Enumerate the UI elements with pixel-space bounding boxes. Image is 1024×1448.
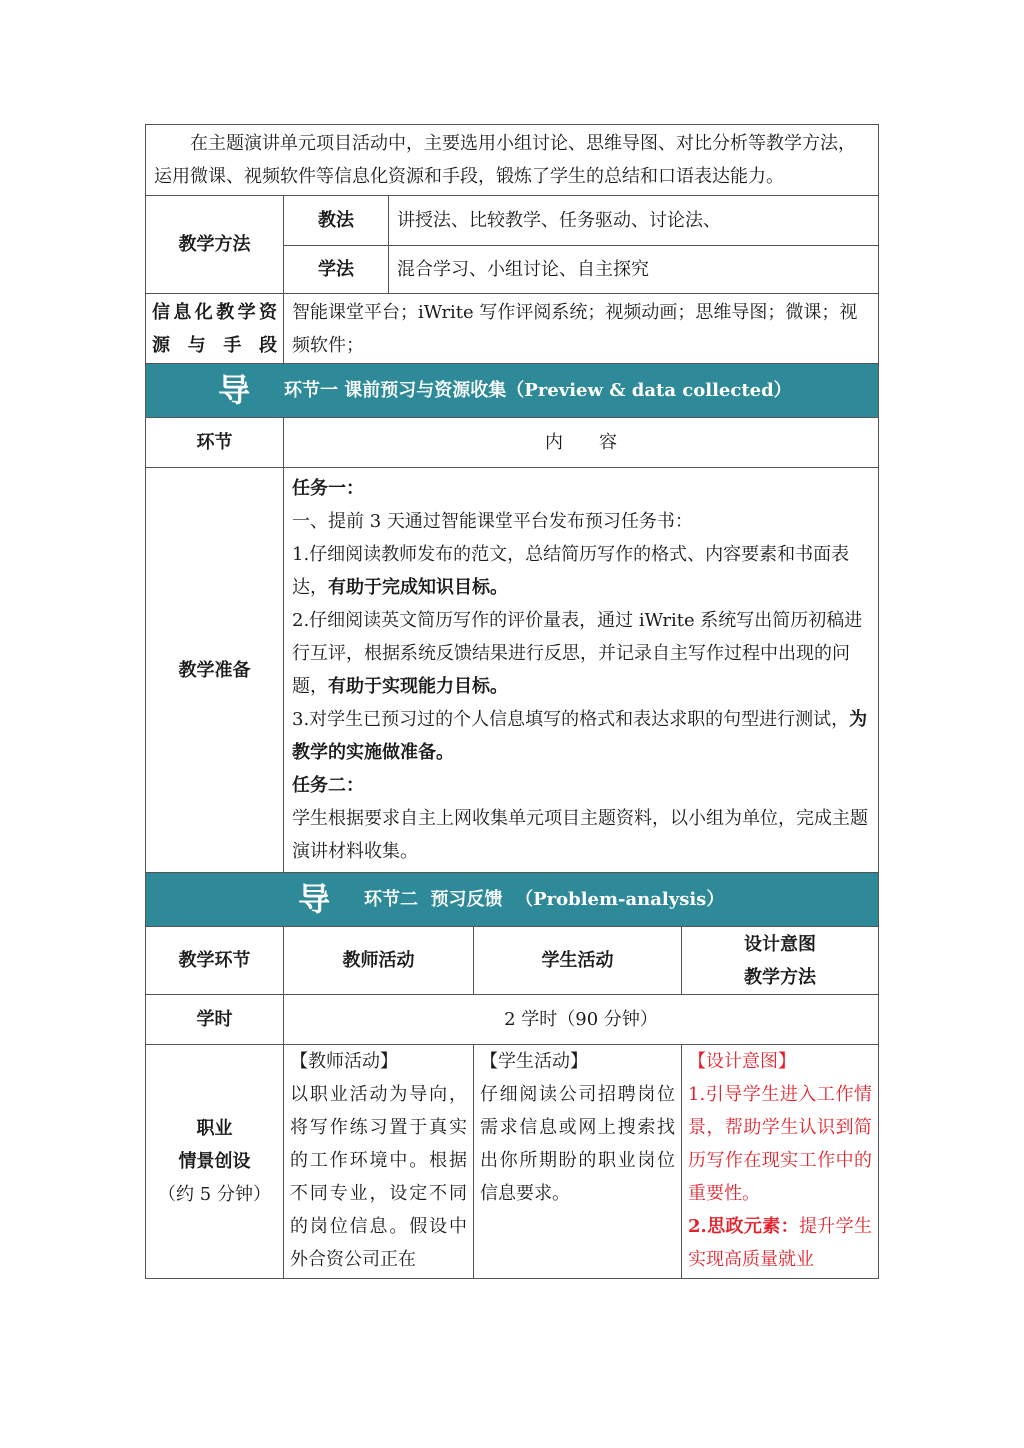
lesson-plan-table [145,124,879,1279]
design-text1: 1.引导学生进入工作情景，帮助学生认识到简历写作在现实工作中的重要性。 [688,1084,873,1204]
student-text: 仔细阅读公司招聘岗位需求信息或网上搜索找出你所期盼的职业岗位信息要求。 [480,1084,675,1204]
section1-band [146,364,879,418]
student-activity [474,1045,682,1279]
header-design-line1: 设计意图 [744,933,816,955]
section2-band [146,873,879,927]
resources-value: 智能课堂平台；iWrite 写作评阅系统；视频动画；思维导图；微课；视频软件； [284,294,879,364]
stage-cell [146,1045,284,1279]
section1-title: 环节一 课前预习与资源收集（Preview & data collected） [284,380,792,401]
item1-goal: 有助于完成知识目标。 [328,577,508,598]
learn-method-value: 混合学习、小组讨论、自主探究 [389,246,879,294]
design-bold2: 2.思政元素： [688,1216,799,1237]
student-head: 【学生活动】 [480,1051,588,1072]
design-intent [682,1045,879,1279]
resources-label: 信息化教学资源与手段 [146,294,284,364]
stage-line2: 情景创设 [178,1151,251,1172]
item2-goal: 有助于实现能力目标。 [328,676,508,697]
learn-method-label: 学法 [284,246,389,294]
stage-line1: 职业 [196,1118,233,1139]
methods-label: 教学方法 [146,196,284,294]
hours-value: 2 学时（90 分钟） [284,995,879,1045]
task1-title: 任务一： [292,478,364,499]
prep-label: 教学准备 [146,468,284,873]
task2-title: 任务二： [292,775,364,796]
teach-method-label: 教法 [284,196,389,246]
stage-line3: （约 5 分钟） [158,1184,271,1205]
intro-paragraph: 在主题演讲单元项目活动中，主要选用小组讨论、思维导图、对比分析等教学方法，运用微课、视频软件等信息化资源和手段，锻炼了学生的总结和口语表达能力。 [146,125,879,196]
teacher-text: 以职业活动为导向，将写作练习置于真实的工作环境中。根据不同专业，设定不同的岗位信息。假设中外合资公司正在 [290,1084,467,1270]
design-item2 [688,1210,872,1276]
teacher-head: 【教师活动】 [290,1051,398,1072]
teacher-activity [284,1045,474,1279]
prep-item-1 [292,538,870,604]
design-text2: 提升学生实现高质量就业 [688,1216,873,1270]
teach-method-value: 讲授法、比较教学、任务驱动、讨论法、 [389,196,879,246]
item1-text: 1.仔细阅读教师发布的范文，总结简历写作的格式、内容要素和书面表达， [292,544,850,598]
task1-line: 一、提前 3 天通过智能课堂平台发布预习任务书： [292,511,693,532]
prep-item-3 [292,703,870,769]
header-teacher: 教师活动 [284,927,474,995]
header-design-line2: 教学方法 [744,966,816,988]
header-design [682,927,879,995]
section1-col1: 环节 [146,418,284,468]
header-student: 学生活动 [474,927,682,995]
item2-text: 2.仔细阅读英文简历写作的评价量表，通过 iWrite 系统写出简历初稿进行互评，根据系统反馈结果进行反思，并记录自主写作过程中出现的问题， [292,610,863,697]
section1-icon-char: 导 [218,371,251,409]
prep-content [284,468,879,873]
task2-text: 学生根据要求自主上网收集单元项目主题资料，以小组为单位，完成主题演讲材料收集。 [292,808,868,862]
item3-goal: 为教学的实施做准备。 [292,709,868,763]
item3-text: 3.对学生已预习过的个人信息填写的格式和表达求职的句型进行测试， [292,709,850,730]
hours-label: 学时 [146,995,284,1045]
header-stage: 教学环节 [146,927,284,995]
section2-title: 环节二 预习反馈 （Problem-analysis） [364,889,725,910]
prep-item-2 [292,604,870,703]
design-head: 【设计意图】 [688,1051,796,1072]
section2-icon-char: 导 [298,880,331,918]
section1-col2: 内 容 [284,418,879,468]
